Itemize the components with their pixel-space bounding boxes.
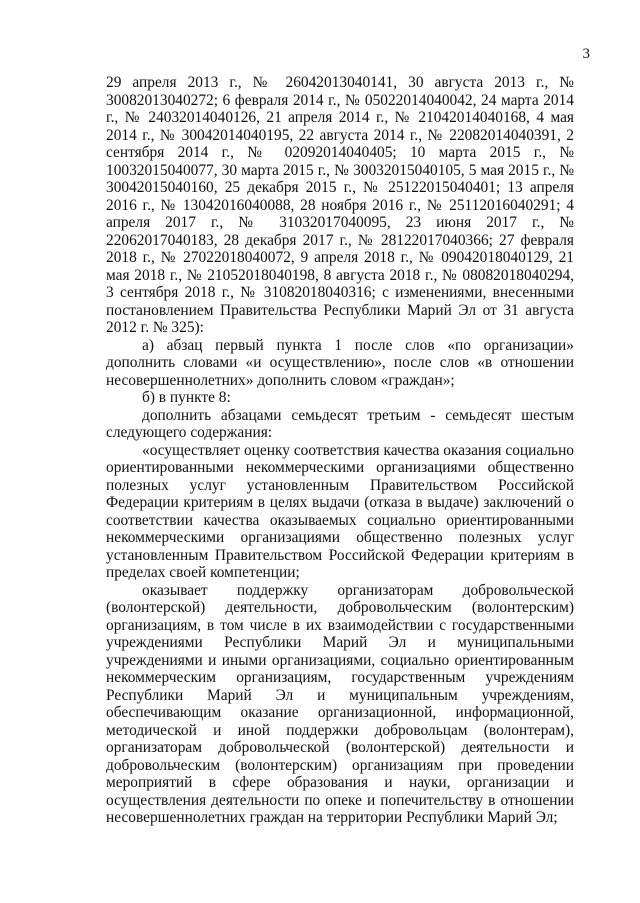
paragraph-amendment-history: 29 апреля 2013 г., № 26042013040141, 30 августа 2013 г., № 30082013040272; 6 февраля 2014 г., № 05022014040042, 24 марта 2014 г., № 24032014040126, 21 апреля 2014 г., № 21042014040168, 4 мая 2014 г., № 30042014040195, 22 августа 2014 г., № 22082014040391, 2 сентября 2014 г., № 02092014040405; 10 марта 2015 г., № 10032015040077, 30 марта 2015 г., № 30032015040105, 5 мая 2015 г., № 30042015040160, 25 декабря 2015 г., № 25122015040401; 13 апреля 2016 г., № 13042016040088, 28 ноября 2016 г., № 25112016040291; 4 апреля 2017 г., № 31032017040095, 23 июня 2017 г., № 22062017040183, 28 декабря 2017 г., № 28122017040366; 27 февраля 2018 г., № 27022018040072, 9 апреля 2018 г., № 09042018040129, 21 мая 2018 г., № 21052018040198, 8 августа 2018 г., № 08082018040294, 3 сентября 2018 г., № 31082018040316; с изменениями, внесенными постановлением Правительства Республики Марий Эл от 31 августа 2012 г. № 325): (106, 74, 574, 336)
paragraph-item-a: а) абзац первый пункта 1 после слов «по организации» дополнить словами «и осуществлению», после слов «в отношении несовершеннолетних» дополнить словом «граждан»; (106, 336, 574, 389)
document-body (106, 74, 574, 827)
paragraph-item-b: б) в пункте 8: (142, 389, 231, 406)
paragraph-volunteer-support: оказывает поддержку организаторам добровольческой (волонтерской) деятельности, добровольческим (волонтерским) организациям, в том числе в их взаимодействии с государственными учреждениями Республики Марий Эл и муниципальными учреждениями и иными организациями, социально ориентированным некоммерческим организациям, государственным учреждениям Республики Марий Эл и муниципальным учреждениям, обеспечивающим оказание организационной, информационной, методической и иной поддержки добровольцам (волонтерам), организаторам добровольческой (волонтерской) деятельности и добровольческим (волонтерским) организациям при проведении мероприятий в сфере образования и науки, организации и осуществления деятельности по опеке и попечительству в отношении несовершеннолетних граждан на территории Республики Марий Эл; (106, 581, 574, 826)
paragraph-quality-assessment: «осуществляет оценку соответствия качества оказания социально ориентированными некоммерческими организациями общественно полезных услуг установленным Правительством Российской Федерации критериям в целях выдачи (отказа в выдаче) заключений о соответствии качества оказываемых социально ориентированными некоммерческими организациями общественно полезных услуг установленным Правительством Российской Федерации критериям в пределах своей компетенции; (106, 441, 574, 581)
paragraph-supplement-instruction: дополнить абзацами семьдесят третьим - семьдесят шестым следующего содержания: (106, 406, 574, 441)
page-number: 3 (582, 46, 590, 62)
